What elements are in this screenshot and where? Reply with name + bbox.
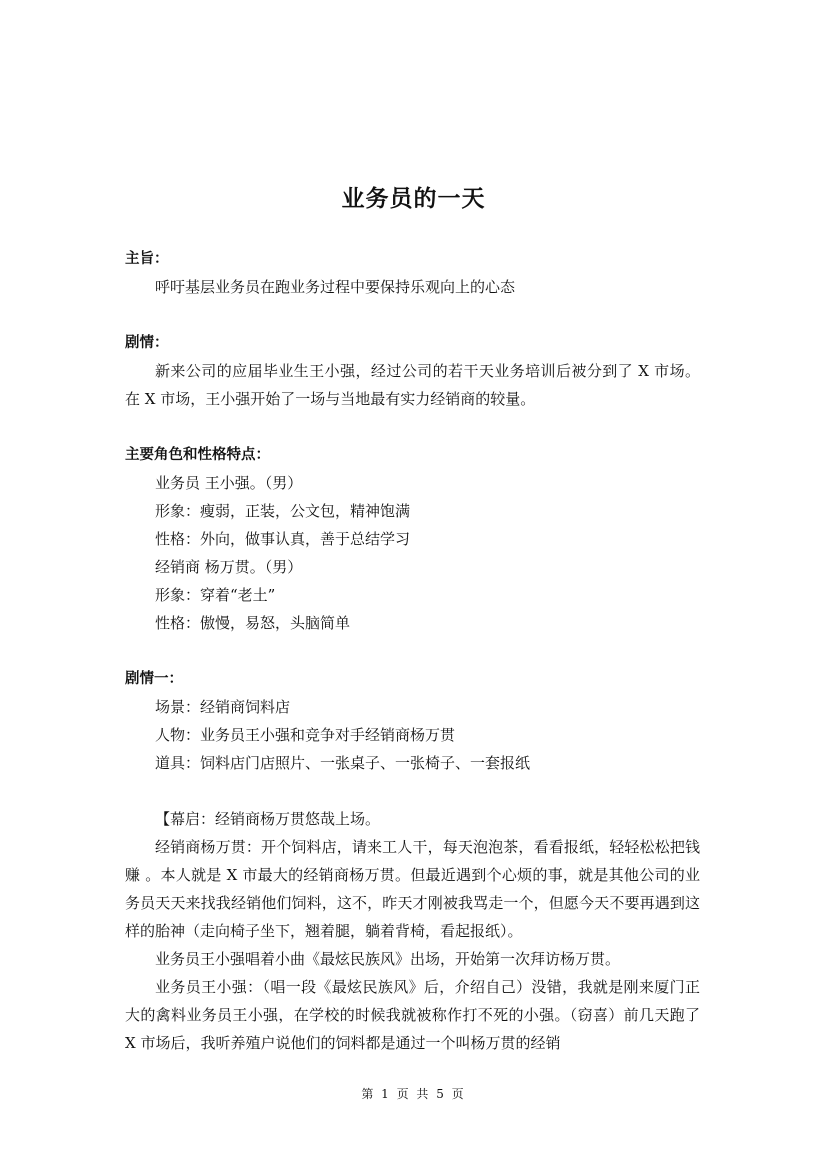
roles-heading: 主要角色和性格特点：: [125, 447, 270, 463]
plot-heading: 剧情：: [125, 335, 169, 351]
role-line: 经销商 杨万贯。（男）: [155, 558, 303, 576]
theme-heading: 主旨：: [125, 251, 169, 267]
script-paragraph: 经销商杨万贯：开个饲料店，请来工人干，每天泡泡茶，看看报纸，轻轻松松把钱赚 。本人就是 X 市最大的经销商杨万贯。但最近遇到个心烦的事，就是其他公司的业务员天天来找我经销他们饲料，这不，昨天才刚被我骂走一个，但愿今天不要再遇到这样的胎神（走向椅子坐下，翘着腿，躺着背椅，看起报纸）。: [125, 838, 700, 940]
scene1-item: 人物：业务员王小强和竞争对手经销商杨万贯: [155, 726, 456, 744]
script-paragraph: 业务员王小强：（唱一段《最炫民族风》后，介绍自己）没错，我就是刚来厦门正大的禽料业务员王小强，在学校的时候我就被称作打不死的小强。（窃喜）前几天跑了 X 市场后，我听养殖户说他们的饲料都是通过一个叫杨万贯的经销: [125, 978, 700, 1052]
script-paragraph: 业务员王小强唱着小曲《最炫民族风》出场，开始第一次拜访杨万贯。: [155, 950, 621, 968]
theme-text: 呼吁基层业务员在跑业务过程中要保持乐观向上的心态: [155, 278, 516, 296]
role-line: 性格：外向，做事认真，善于总结学习: [155, 530, 411, 548]
scene1-heading: 剧情一：: [125, 671, 183, 687]
plot-text: 新来公司的应届毕业生王小强，经过公司的若干天业务培训后被分到了 X 市场。在 X 市场，王小强开始了一场与当地最有实力经销商的较量。: [125, 362, 700, 408]
scene1-item: 场景：经销商饲料店: [155, 698, 291, 716]
role-line: 形象：穿着“老土”: [155, 586, 276, 604]
scene1-item: 道具：饲料店门店照片、一张桌子、一张椅子、一套报纸: [155, 754, 531, 772]
role-line: 业务员 王小强。（男）: [155, 474, 303, 492]
page-footer: 第 1 页 共 5 页: [361, 1087, 466, 1101]
document-body: [125, 245, 700, 1057]
role-line: 性格：傲慢，易怒，头脑简单: [155, 614, 351, 632]
role-line: 形象：瘦弱，正装，公文包，精神饱满: [155, 502, 411, 520]
script-paragraph: 【幕启：经销商杨万贯悠哉上场。: [155, 810, 381, 828]
document-title: 业务员的一天: [341, 185, 486, 212]
